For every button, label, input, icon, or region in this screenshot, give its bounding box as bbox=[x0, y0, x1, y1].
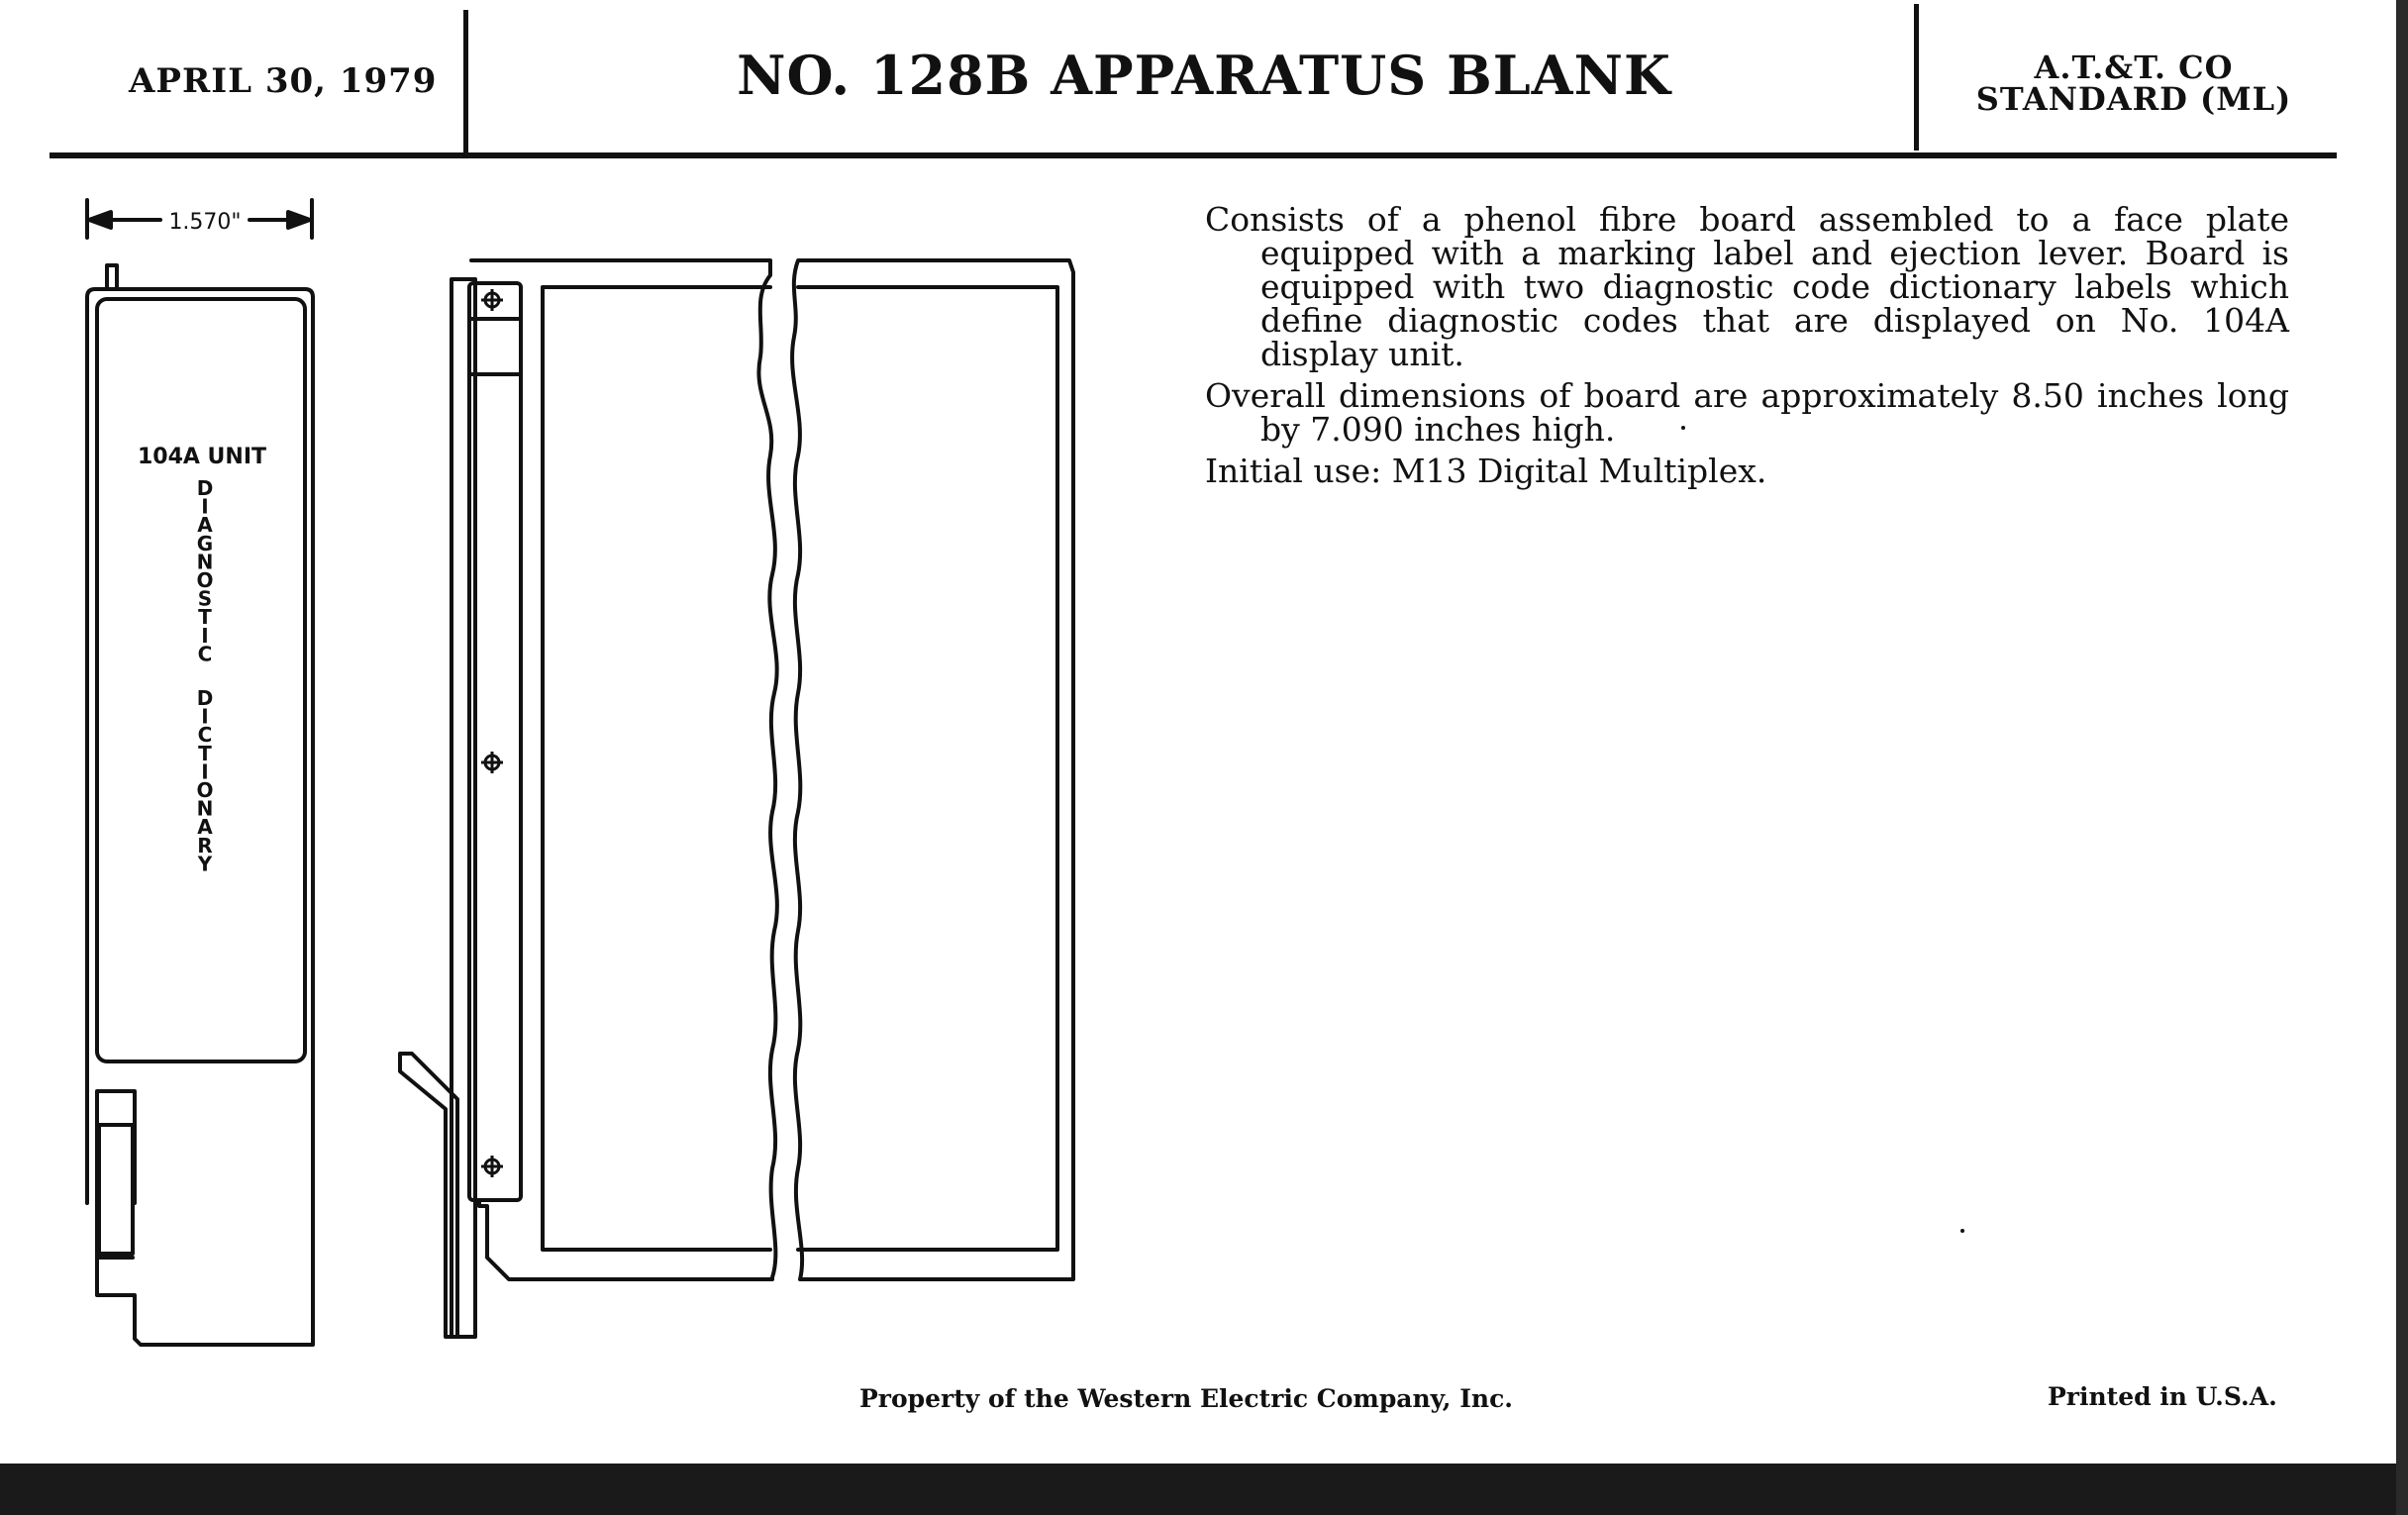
vertical-label-letter: O bbox=[196, 778, 214, 802]
printed-notice: Printed in U.S.A. bbox=[2048, 1382, 2277, 1411]
vertical-label-letter: A bbox=[197, 513, 213, 538]
vertical-label-letter: D bbox=[196, 476, 214, 500]
board-inner-right bbox=[798, 287, 1057, 1250]
vertical-label-letter: I bbox=[201, 623, 209, 648]
vertical-label-letter: C bbox=[197, 642, 213, 666]
standard-line-1: A.T.&T. CO bbox=[2034, 49, 2234, 86]
board-left-outline bbox=[471, 260, 777, 1279]
unit-label: 104A UNIT bbox=[137, 445, 267, 469]
ejection-lever bbox=[400, 1054, 457, 1337]
board-inner-left bbox=[543, 287, 770, 1250]
vertical-label-letter: I bbox=[201, 759, 209, 784]
board-right-outline bbox=[792, 260, 1073, 1279]
description-block bbox=[1205, 200, 2289, 496]
dimension-label: 1.570" bbox=[168, 210, 242, 235]
vertical-label-letter: C bbox=[197, 723, 213, 748]
vertical-label-letter: N bbox=[196, 550, 214, 574]
description-paragraph-1: Consists of a phenol fibre board assembled to a face plate equipped with a marking label and ejection lever. Board is equipped with two diagnostic code dictionary labels which define diagnostic codes that are displayed on No. 104A display unit. bbox=[1205, 200, 2289, 373]
marking-label-frame bbox=[97, 299, 305, 1061]
vertical-label-letter: S bbox=[197, 586, 213, 611]
vertical-label-letter: A bbox=[197, 815, 213, 840]
board-face-strip bbox=[452, 279, 475, 1337]
vertical-label-letter: T bbox=[198, 741, 212, 765]
dimension-arrow-right bbox=[288, 212, 310, 228]
issue-date: APRIL 30, 1979 bbox=[129, 61, 438, 101]
vertical-label-letter: D bbox=[196, 686, 214, 710]
description-paragraph-3: Initial use: M13 Digital Multiplex. bbox=[1205, 452, 1767, 490]
page-title: NO. 128B APPARATUS BLANK bbox=[737, 44, 1671, 107]
vertical-label-letter: N bbox=[196, 796, 214, 821]
description-paragraph-2: Overall dimensions of board are approximately 8.50 inches long by 7.090 inches high. bbox=[1205, 376, 2289, 449]
screw-middle-icon bbox=[481, 752, 503, 773]
screw-bottom-icon bbox=[481, 1156, 503, 1177]
dimension-arrow-left bbox=[89, 212, 111, 228]
ejection-lever-stub bbox=[99, 1125, 133, 1254]
vertical-label bbox=[196, 476, 213, 875]
standard-line-2: STANDARD (ML) bbox=[1975, 80, 2292, 118]
vertical-label-letter: Y bbox=[197, 852, 213, 876]
vertical-label-letter: I bbox=[201, 494, 209, 519]
vertical-label-letter: I bbox=[201, 704, 209, 729]
vertical-label-letter: T bbox=[198, 605, 212, 630]
vertical-label-letter: R bbox=[197, 833, 213, 858]
vertical-label-letter: G bbox=[196, 531, 214, 556]
vertical-label-letter: O bbox=[196, 568, 214, 592]
screw-top-icon bbox=[481, 289, 503, 311]
faceplate-tab bbox=[107, 265, 117, 289]
property-notice: Property of the Western Electric Company, Inc. bbox=[859, 1384, 1514, 1413]
